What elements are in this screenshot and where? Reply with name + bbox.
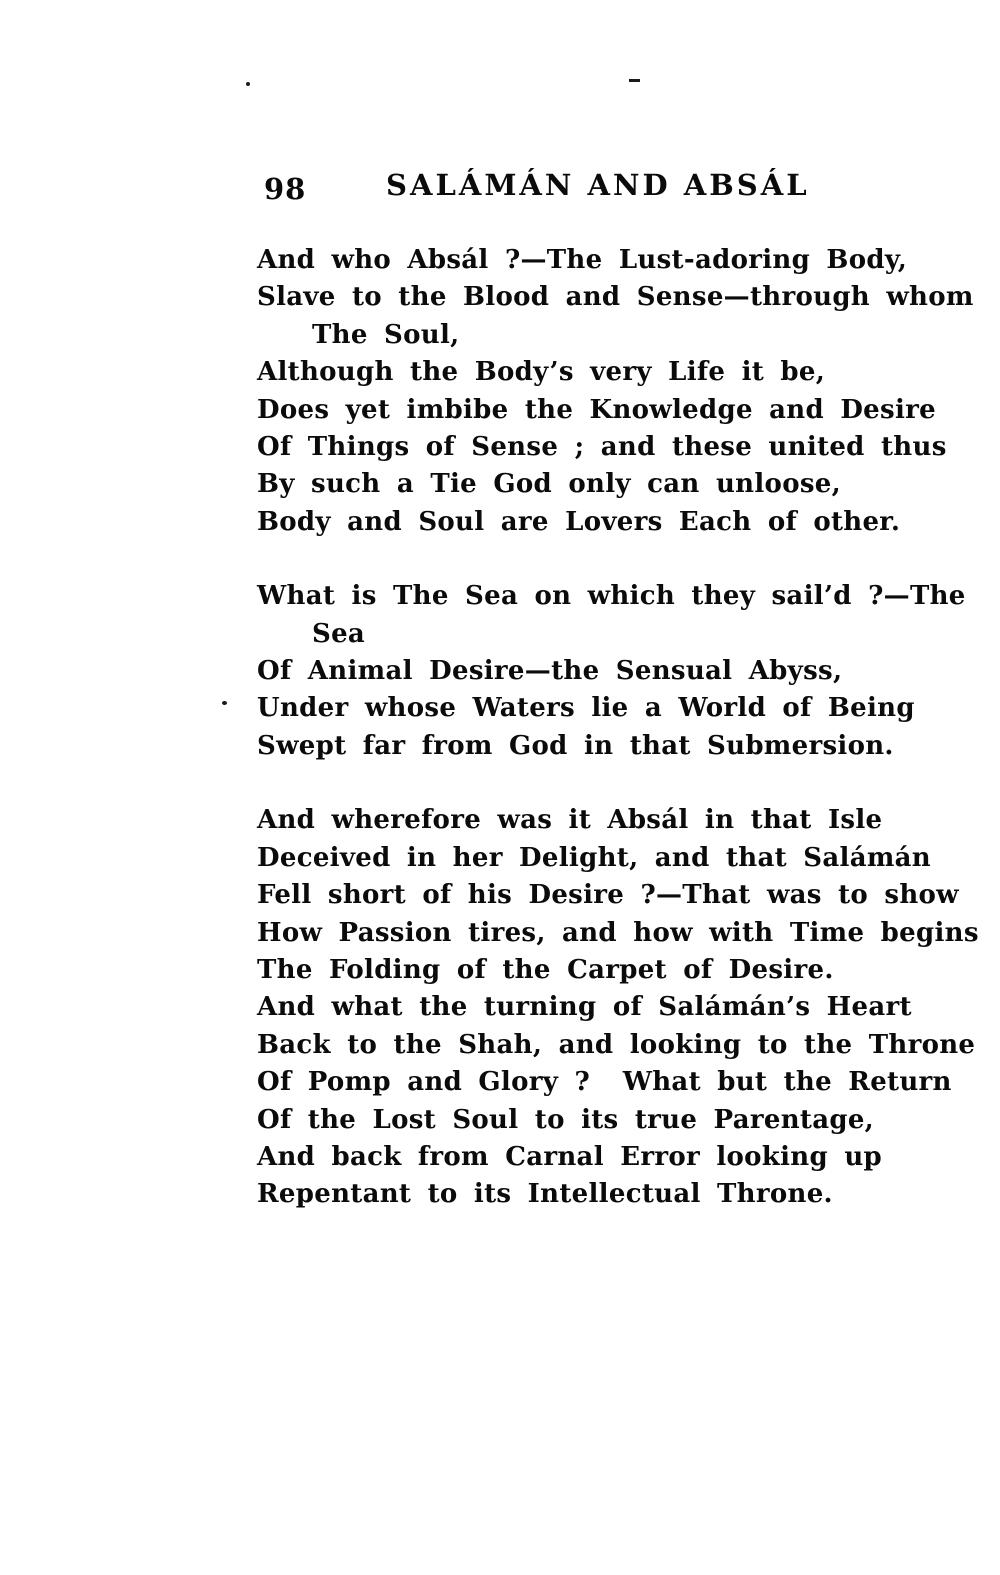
poem-line: By such a Tie God only can unloose, (257, 469, 841, 500)
poem-line: Body and Soul are Lovers Each of other. (257, 506, 901, 537)
poem-line: And who Absál ?—The Lust-adoring Body, (257, 245, 908, 275)
poem-line: Does yet imbibe the Knowledge and Desire (257, 394, 936, 425)
poem-line: Swept far from God in that Submersion. (257, 730, 894, 761)
poem-line: Repentant to its Intellectual Throne. (257, 1179, 833, 1210)
poem-line: What is The Sea on which they sail’d ?—The (257, 581, 966, 612)
page-number: 98 (264, 172, 307, 206)
poem-line: Fell short of his Desire ?—That was to show (257, 880, 959, 911)
poem-line: Of the Lost Soul to its true Parentage, (257, 1104, 875, 1135)
poem-line: Of Animal Desire—the Sensual Abyss, (257, 656, 843, 687)
scan-speck-icon (246, 82, 250, 86)
poem-line: Slave to the Blood and Sense—through whom (257, 282, 974, 313)
poem-line: Back to the Shah, and looking to the Throne (257, 1029, 976, 1060)
stanza-2 (257, 578, 966, 765)
poem-line: Of Pomp and Glory ? What but the Return (257, 1067, 952, 1098)
scan-speck-icon (629, 79, 640, 82)
scan-speck-icon (222, 701, 227, 705)
poem-line: And what the turning of Salámán’s Heart (257, 992, 912, 1023)
stanza-3 (257, 802, 979, 1213)
poem-line: Of Things of Sense ; and these united thus (257, 432, 947, 463)
poem-line: And back from Carnal Error looking up (257, 1141, 883, 1172)
poem-text (257, 242, 979, 1251)
running-title: SALÁMÁN AND ABSÁL (386, 168, 810, 202)
poem-line-runover: Sea (312, 618, 366, 649)
poem-line: Deceived in her Delight, and that Salámán (257, 842, 931, 873)
stanza-1 (257, 242, 974, 541)
poem-line: Under whose Waters lie a World of Being (257, 693, 915, 724)
poem-line: Although the Body’s very Life it be, (257, 357, 826, 388)
poem-line: The Folding of the Carpet of Desire. (257, 954, 834, 985)
poem-line: How Passion tires, and how with Time begins (257, 917, 979, 948)
poem-line-runover: The Soul, (312, 319, 460, 350)
poem-line: And wherefore was it Absál in that Isle (257, 805, 883, 836)
